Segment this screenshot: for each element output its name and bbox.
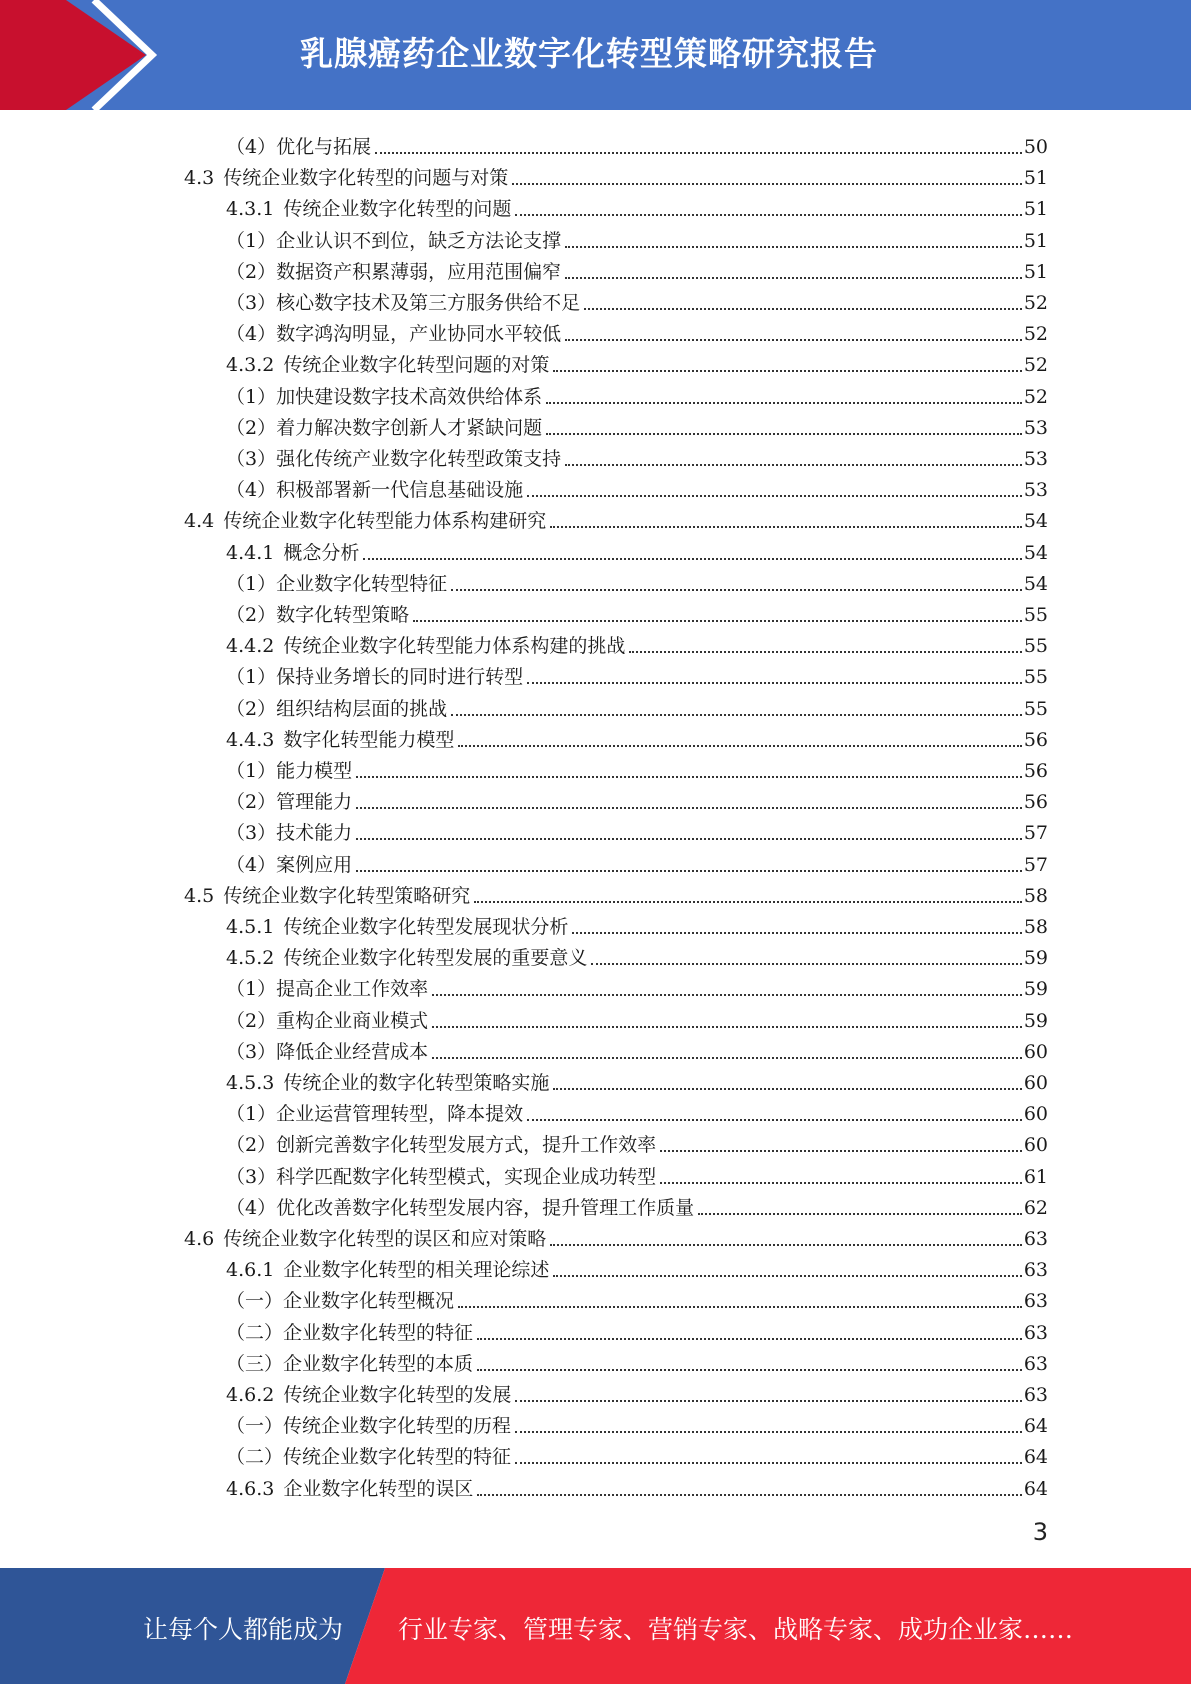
toc-entry[interactable] [226, 1470, 1048, 1501]
toc-entry[interactable] [226, 534, 1048, 565]
toc-entry-number: （1） [226, 385, 277, 408]
toc-entry[interactable] [184, 502, 1048, 533]
toc-dot-leader [527, 682, 1022, 684]
toc-entry[interactable] [226, 783, 1048, 814]
toc-dot-leader [565, 464, 1022, 466]
toc-entry-title: 强化传统产业数字化转型政策支持 [276, 448, 562, 470]
toc-entry[interactable] [226, 222, 1048, 253]
toc-dot-leader [565, 339, 1022, 341]
toc-entry-number: 4.6.3 [226, 1477, 275, 1500]
toc-entry-page: 63 [1023, 1321, 1048, 1344]
toc-entry-title: 传统企业数字化转型的历程 [283, 1415, 512, 1438]
footer-slogan-right: 行业专家、管理专家、营销专家、战略专家、成功企业家…… [398, 1615, 1074, 1644]
toc-entry-number: （2） [226, 416, 277, 439]
toc-entry-number: 4.4.2 [226, 635, 275, 658]
toc-entry-page: 52 [1023, 292, 1048, 314]
toc-entry-page: 61 [1023, 1165, 1048, 1188]
toc-entry-title: 提高企业工作效率 [276, 978, 429, 1001]
toc-entry-page: 52 [1023, 323, 1048, 346]
page-number: 3 [1032, 1518, 1048, 1546]
toc-entry-page: 59 [1023, 947, 1048, 970]
page-header [0, 0, 1191, 110]
toc-entry-number: 4.5 [184, 884, 215, 907]
toc-dot-leader [660, 1150, 1022, 1152]
page-footer [0, 1568, 1191, 1684]
toc-entry-number: 4.4.1 [226, 541, 275, 564]
toc-entry[interactable] [226, 627, 1048, 658]
toc-entry-number: 4.5.3 [226, 1072, 275, 1094]
toc-dot-leader [451, 589, 1022, 591]
toc-dot-leader [458, 745, 1021, 747]
toc-entry[interactable] [226, 970, 1048, 1001]
toc-dot-leader [515, 1400, 1021, 1402]
toc-entry-page: 63 [1023, 1228, 1048, 1250]
toc-entry-page: 51 [1023, 260, 1048, 283]
toc-entry-page: 51 [1023, 229, 1048, 252]
toc-entry[interactable] [226, 409, 1048, 440]
toc-entry-page: 57 [1023, 853, 1048, 876]
toc-dot-leader [477, 1338, 1022, 1340]
toc-entry-title: 企业运营管理转型，降本提效 [276, 1103, 524, 1126]
toc-entry-title: 传统企业数字化转型的问题与对策 [223, 167, 509, 190]
toc-entry-page: 53 [1023, 479, 1048, 502]
toc-entry-number: （1） [226, 229, 277, 252]
toc-dot-leader [515, 214, 1021, 216]
toc-entry-title: 加快建设数字技术高效供给体系 [276, 385, 543, 408]
toc-entry-title: 数字化转型策略 [276, 604, 410, 626]
toc-entry-title: 传统企业数字化转型的特征 [283, 1446, 512, 1469]
toc-entry-number: （3） [226, 1040, 277, 1063]
toc-entry-number: （1） [226, 572, 277, 595]
toc-entry[interactable] [226, 908, 1048, 939]
toc-entry[interactable] [226, 378, 1048, 409]
toc-entry-title: 传统企业数字化转型策略研究 [223, 884, 471, 907]
toc-entry-number: 4.6 [184, 1228, 215, 1250]
toc-entry-title: 创新完善数字化转型发展方式，提升工作效率 [276, 1134, 657, 1157]
toc-entry-title: 企业数字化转型的误区 [283, 1477, 474, 1500]
toc-entry[interactable] [184, 159, 1048, 190]
toc-entry[interactable] [226, 1033, 1048, 1064]
toc-dot-leader [515, 1431, 1022, 1433]
toc-entry-number: （二） [226, 1446, 284, 1469]
toc-dot-leader [584, 308, 1022, 310]
toc-entry-number: 4.6.1 [226, 1259, 275, 1282]
toc-entry[interactable] [226, 1314, 1048, 1345]
toc-entry-page: 64 [1023, 1446, 1048, 1469]
toc-entry-page: 55 [1023, 604, 1048, 626]
toc-entry-title: 数字化转型能力模型 [283, 728, 455, 751]
toc-entry[interactable] [226, 1158, 1048, 1189]
toc-entry-title: 核心数字技术及第三方服务供给不足 [276, 292, 581, 314]
toc-entry-title: 优化与拓展 [276, 136, 372, 158]
toc-dot-leader [591, 963, 1021, 965]
toc-entry-number: （1） [226, 666, 277, 689]
toc-dot-leader [432, 1026, 1022, 1028]
toc-entry-title: 积极部署新一代信息基础设施 [276, 479, 524, 502]
toc-dot-leader [413, 620, 1022, 622]
toc-entry-page: 59 [1023, 978, 1048, 1001]
toc-entry[interactable] [226, 1126, 1048, 1157]
toc-entry-number: （4） [226, 323, 277, 346]
toc-entry-title: 企业数字化转型的相关理论综述 [283, 1259, 550, 1282]
toc-entry-title: 企业认识不到位，缺乏方法论支撑 [276, 229, 562, 252]
toc-dot-leader [698, 1213, 1022, 1215]
toc-entry-title: 技术能力 [276, 822, 353, 845]
toc-entry[interactable] [226, 1189, 1048, 1220]
toc-entry-title: 传统企业数字化转型能力体系构建研究 [223, 510, 547, 533]
toc-entry-page: 51 [1023, 167, 1048, 190]
toc-entry-number: 4.5.2 [226, 947, 275, 970]
toc-entry-title: 传统企业数字化转型的误区和应对策略 [223, 1228, 547, 1250]
toc-dot-leader [572, 932, 1021, 934]
toc-dot-leader [515, 1462, 1022, 1464]
toc-entry-page: 62 [1023, 1196, 1048, 1219]
toc-entry-page: 53 [1023, 416, 1048, 439]
toc-entry-number: （2） [226, 260, 277, 283]
toc-entry-title: 传统企业数字化转型的问题 [283, 198, 512, 221]
toc-entry-title: 传统企业数字化转型能力体系构建的挑战 [283, 635, 626, 658]
toc-entry-number: （3） [226, 1165, 277, 1188]
toc-dot-leader [458, 1306, 1022, 1308]
toc-entry[interactable] [226, 346, 1048, 377]
toc-entry-page: 57 [1023, 822, 1048, 845]
toc-dot-leader [356, 870, 1022, 872]
toc-entry[interactable] [226, 1407, 1048, 1438]
toc-entry-page: 60 [1023, 1040, 1048, 1063]
toc-entry-page: 63 [1023, 1384, 1048, 1406]
toc-entry[interactable] [226, 1345, 1048, 1376]
toc-entry-title: 传统企业数字化转型发展的重要意义 [283, 947, 588, 970]
toc-entry-page: 52 [1023, 354, 1048, 377]
toc-dot-leader [512, 183, 1022, 185]
toc-entry-page: 55 [1023, 666, 1048, 689]
toc-entry-page: 59 [1023, 1009, 1048, 1032]
toc-entry-number: 4.3 [184, 167, 215, 190]
toc-entry[interactable] [226, 814, 1048, 845]
toc-entry-title: 能力模型 [276, 760, 353, 782]
toc-entry-page: 58 [1023, 916, 1048, 938]
toc-entry-title: 数字鸿沟明显，产业协同水平较低 [276, 323, 562, 346]
toc-entry-number: （4） [226, 479, 277, 502]
toc-entry-number: （2） [226, 697, 277, 720]
toc-entry[interactable] [184, 1220, 1048, 1251]
toc-entry-page: 55 [1023, 697, 1048, 720]
toc-entry[interactable] [226, 752, 1048, 783]
toc-dot-leader [660, 1182, 1022, 1184]
toc-entry-page: 63 [1023, 1352, 1048, 1375]
toc-dot-leader [565, 246, 1022, 248]
toc-entry-number: 4.3.1 [226, 198, 275, 221]
toc-entry-page: 54 [1023, 541, 1048, 564]
toc-dot-leader [553, 1275, 1021, 1277]
toc-entry[interactable] [226, 1282, 1048, 1313]
toc-dot-leader [553, 370, 1021, 372]
toc-entry-title: 优化改善数字化转型发展内容，提升管理工作质量 [276, 1196, 695, 1219]
toc-dot-leader [356, 807, 1022, 809]
toc-entry-page: 51 [1023, 198, 1048, 221]
toc-dot-leader [477, 1494, 1021, 1496]
toc-entry-title: 数据资产积累薄弱，应用范围偏窄 [276, 260, 562, 283]
toc-entry-page: 55 [1023, 635, 1048, 658]
toc-entry-number: （3） [226, 292, 277, 314]
toc-entry-number: （3） [226, 822, 277, 845]
toc-entry-title: 科学匹配数字化转型模式，实现企业成功转型 [276, 1165, 657, 1188]
toc-entry-page: 50 [1023, 136, 1048, 158]
toc-entry-number: （4） [226, 853, 277, 876]
toc-entry-title: 企业数字化转型的本质 [283, 1352, 474, 1375]
toc-dot-leader [527, 1119, 1022, 1121]
toc-dot-leader [432, 994, 1022, 996]
toc-entry-number: （三） [226, 1352, 284, 1375]
toc-entry-title: 企业数字化转型的特征 [283, 1321, 474, 1344]
report-title: 乳腺癌药企业数字化转型策略研究报告 [300, 34, 878, 73]
toc-entry[interactable] [226, 190, 1048, 221]
toc-dot-leader [550, 1244, 1022, 1246]
toc-entry-title: 重构企业商业模式 [276, 1009, 429, 1032]
toc-entry-title: 概念分析 [283, 541, 360, 564]
toc-entry-page: 53 [1023, 448, 1048, 470]
toc-entry-title: 保持业务增长的同时进行转型 [276, 666, 524, 689]
toc-entry-number: （4） [226, 136, 277, 158]
toc-entry-number: （1） [226, 978, 277, 1001]
toc-dot-leader [474, 901, 1022, 903]
toc-dot-leader [565, 277, 1022, 279]
toc-entry-page: 56 [1023, 791, 1048, 814]
toc-dot-leader [527, 495, 1022, 497]
toc-entry-number: 4.5.1 [226, 916, 275, 938]
toc-entry[interactable] [226, 128, 1048, 159]
toc-entry-title: 企业数字化转型概况 [283, 1290, 455, 1313]
toc-entry[interactable] [226, 440, 1048, 471]
toc-dot-leader [356, 776, 1022, 778]
toc-entry-title: 着力解决数字创新人才紧缺问题 [276, 416, 543, 439]
toc-entry-number: （3） [226, 448, 277, 470]
toc-entry[interactable] [226, 1095, 1048, 1126]
toc-entry-number: （2） [226, 791, 277, 814]
toc-dot-leader [375, 152, 1022, 154]
toc-entry-number: （2） [226, 1134, 277, 1157]
toc-dot-leader [546, 433, 1022, 435]
toc-entry-title: 传统企业数字化转型的发展 [283, 1384, 512, 1406]
toc-entry-title: 传统企业的数字化转型策略实施 [283, 1072, 550, 1094]
toc-entry[interactable] [226, 596, 1048, 627]
toc-entry-page: 56 [1023, 760, 1048, 782]
toc-entry-title: 企业数字化转型特征 [276, 572, 448, 595]
toc-entry[interactable] [226, 721, 1048, 752]
toc-entry-page: 64 [1023, 1415, 1048, 1438]
toc-entry[interactable] [226, 253, 1048, 284]
toc-entry[interactable] [226, 565, 1048, 596]
toc-dot-leader [546, 402, 1022, 404]
toc-entry-page: 58 [1023, 884, 1048, 907]
toc-entry[interactable] [226, 1064, 1048, 1095]
toc-entry-number: （一） [226, 1415, 284, 1438]
toc-entry[interactable] [226, 939, 1048, 970]
toc-entry[interactable] [184, 877, 1048, 908]
toc-entry-number: （2） [226, 604, 277, 626]
toc-entry-page: 56 [1023, 728, 1048, 751]
toc-dot-leader [477, 1369, 1022, 1371]
toc-entry-page: 52 [1023, 385, 1048, 408]
toc-entry-title: 降低企业经营成本 [276, 1040, 429, 1063]
toc-entry[interactable] [226, 315, 1048, 346]
toc-entry[interactable] [226, 1438, 1048, 1469]
toc-entry-page: 54 [1023, 572, 1048, 595]
toc-entry-page: 60 [1023, 1103, 1048, 1126]
toc-dot-leader [550, 526, 1022, 528]
toc-dot-leader [363, 558, 1021, 560]
toc-entry[interactable] [226, 846, 1048, 877]
toc-entry-page: 64 [1023, 1477, 1048, 1500]
toc-entry-title: 组织结构层面的挑战 [276, 697, 448, 720]
toc-entry-page: 60 [1023, 1134, 1048, 1157]
toc-entry[interactable] [226, 284, 1048, 315]
toc-entry-number: （一） [226, 1290, 284, 1313]
toc-entry[interactable] [226, 658, 1048, 689]
toc-dot-leader [553, 1088, 1021, 1090]
footer-slogan-left: 让每个人都能成为 [143, 1615, 344, 1644]
toc-entry-title: 管理能力 [276, 791, 353, 814]
toc-entry[interactable] [226, 690, 1048, 721]
toc-entry-number: （1） [226, 760, 277, 782]
toc-entry-number: （4） [226, 1196, 277, 1219]
toc-entry[interactable] [226, 471, 1048, 502]
toc-entry-number: 4.4 [184, 510, 215, 533]
toc-entry-number: 4.4.3 [226, 728, 275, 751]
toc-entry-number: （2） [226, 1009, 277, 1032]
toc-entry-number: 4.3.2 [226, 354, 275, 377]
toc-entry-page: 54 [1023, 510, 1048, 533]
toc-entry-page: 63 [1023, 1259, 1048, 1282]
toc-entry-title: 传统企业数字化转型问题的对策 [283, 354, 550, 377]
toc-entry-title: 传统企业数字化转型发展现状分析 [283, 916, 569, 938]
toc-entry-page: 63 [1023, 1290, 1048, 1313]
toc-entry-title: 案例应用 [276, 853, 353, 876]
toc-entry-number: （1） [226, 1103, 277, 1126]
toc-entry-number: 4.6.2 [226, 1384, 275, 1406]
toc-entry[interactable] [226, 1376, 1048, 1407]
toc-entry-number: （二） [226, 1321, 284, 1344]
toc-dot-leader [432, 1057, 1022, 1059]
toc-dot-leader [451, 714, 1022, 716]
toc-entry[interactable] [226, 1251, 1048, 1282]
toc-dot-leader [629, 651, 1021, 653]
toc-entry[interactable] [226, 1002, 1048, 1033]
toc-dot-leader [356, 838, 1022, 840]
toc-entry-page: 60 [1023, 1072, 1048, 1094]
